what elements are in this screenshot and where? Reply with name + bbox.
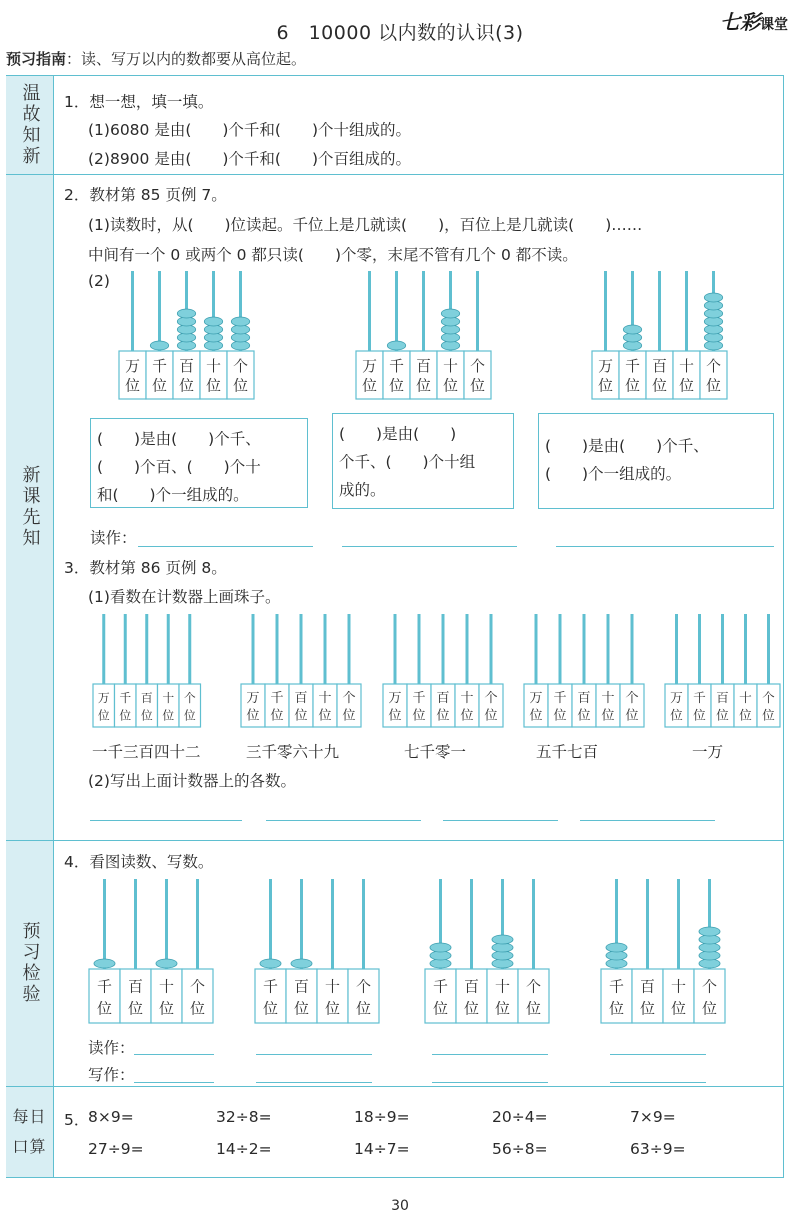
place-label: 位 xyxy=(679,376,694,395)
answer-line[interactable] xyxy=(432,1082,548,1083)
place-label: 万 xyxy=(670,690,683,706)
abacus-bead xyxy=(156,959,177,968)
place-label: 位 xyxy=(127,999,144,1018)
abacus-bead xyxy=(291,959,312,968)
place-label: 位 xyxy=(625,708,639,724)
place-label: 百 xyxy=(577,691,591,707)
answer-box-1 xyxy=(90,418,308,508)
calc-item: 8×9= xyxy=(88,1108,134,1126)
section-daily-calc xyxy=(6,1086,54,1177)
answer-line[interactable] xyxy=(90,820,242,821)
place-label: 位 xyxy=(246,708,260,724)
place-label: 万 xyxy=(598,357,613,376)
place-label: 位 xyxy=(152,376,167,395)
place-label: 十 xyxy=(601,691,615,707)
place-label: 位 xyxy=(179,376,194,395)
place-label: 千 xyxy=(119,691,132,706)
place-label: 个 xyxy=(484,691,498,707)
answer-line[interactable] xyxy=(556,546,774,547)
calc-item: 20÷4= xyxy=(492,1108,548,1126)
answer-box-2 xyxy=(332,413,514,509)
place-label: 位 xyxy=(716,707,729,723)
place-label: 位 xyxy=(739,707,752,723)
place-label: 位 xyxy=(553,708,567,724)
calc-item: 56÷8= xyxy=(492,1140,548,1158)
place-label: 个 xyxy=(183,691,196,706)
place-label: 百 xyxy=(639,977,656,996)
place-label: 万 xyxy=(246,691,260,707)
abacus xyxy=(424,878,550,1024)
place-label: 位 xyxy=(639,999,656,1018)
place-label: 位 xyxy=(762,707,775,723)
place-label: 位 xyxy=(670,707,683,723)
place-label: 位 xyxy=(389,376,404,395)
place-label: 位 xyxy=(362,376,377,395)
place-label: 万 xyxy=(125,357,140,376)
place-label: 千 xyxy=(693,690,706,706)
answer-line[interactable] xyxy=(610,1054,706,1055)
abacus-bead xyxy=(150,341,168,350)
q3-part2: (2)写出上面计数器上的各数。 xyxy=(88,772,296,790)
abacus[interactable] xyxy=(664,613,781,728)
abacus-bead xyxy=(623,325,641,334)
number-label: 七千零一 xyxy=(404,743,467,761)
place-label: 位 xyxy=(432,999,449,1018)
abacus xyxy=(88,878,214,1024)
place-label: 位 xyxy=(577,708,591,724)
place-label: 位 xyxy=(96,999,113,1018)
place-label: 位 xyxy=(598,376,613,395)
answer-line[interactable] xyxy=(342,546,517,547)
abacus[interactable] xyxy=(240,613,362,728)
place-label: 个 xyxy=(470,357,485,376)
number-label: 一千三百四十二 xyxy=(92,743,201,761)
box-line: 和( )个一组成的。 xyxy=(97,486,249,504)
place-label: 位 xyxy=(484,708,498,724)
abacus[interactable] xyxy=(523,613,645,728)
place-label: 百 xyxy=(140,691,153,706)
place-label: 位 xyxy=(412,708,426,724)
abacus[interactable] xyxy=(92,613,202,728)
q4-title: 4．看图读数、写数。 xyxy=(64,853,214,871)
place-label: 十 xyxy=(443,357,458,376)
place-label: 千 xyxy=(412,691,426,707)
place-label: 十 xyxy=(670,977,687,996)
place-label: 位 xyxy=(318,708,332,724)
place-label: 百 xyxy=(716,690,729,706)
place-label: 位 xyxy=(162,708,175,723)
place-label: 百 xyxy=(127,977,144,996)
box-line: 个千、( )个十组 xyxy=(339,453,476,471)
place-label: 千 xyxy=(152,357,167,376)
brand-logo xyxy=(720,6,788,35)
place-label: 位 xyxy=(443,376,458,395)
box-line: ( )个百、( )个十 xyxy=(97,458,261,476)
place-label: 十 xyxy=(739,690,752,706)
answer-line[interactable] xyxy=(610,1082,706,1083)
place-label: 个 xyxy=(525,977,542,996)
place-label: 位 xyxy=(293,999,310,1018)
calc-item: 18÷9= xyxy=(354,1108,410,1126)
abacus-bead xyxy=(492,935,513,944)
place-label: 百 xyxy=(293,977,310,996)
place-label: 位 xyxy=(463,999,480,1018)
answer-line[interactable] xyxy=(432,1054,548,1055)
abacus xyxy=(254,878,380,1024)
abacus-bead xyxy=(699,927,720,936)
place-label: 千 xyxy=(553,691,567,707)
place-label: 千 xyxy=(389,357,404,376)
place-label: 位 xyxy=(652,376,667,395)
section-preview-check-label: 预习检验 xyxy=(19,921,41,1005)
q1-title: 1．想一想，填一填。 xyxy=(64,93,214,111)
place-label: 位 xyxy=(436,708,450,724)
number-label: 五千七百 xyxy=(536,743,599,761)
section-new-lesson-label: 新课先知 xyxy=(19,465,41,549)
read-label: 读作： xyxy=(88,1039,135,1057)
place-label: 位 xyxy=(706,376,721,395)
place-label: 位 xyxy=(324,999,341,1018)
place-label: 十 xyxy=(158,977,175,996)
place-label: 个 xyxy=(762,690,775,706)
place-label: 千 xyxy=(96,977,113,996)
place-label: 位 xyxy=(183,708,196,723)
place-label: 位 xyxy=(601,708,615,724)
abacus xyxy=(600,878,726,1024)
write-label: 写作： xyxy=(88,1066,135,1084)
place-label: 百 xyxy=(463,977,480,996)
place-label: 百 xyxy=(652,357,667,376)
abacus-bead xyxy=(177,309,195,318)
abacus-bead xyxy=(704,293,722,302)
place-label: 十 xyxy=(460,691,474,707)
place-label: 十 xyxy=(494,977,511,996)
abacus-bead xyxy=(94,959,115,968)
calc-item: 14÷2= xyxy=(216,1140,272,1158)
answer-line[interactable] xyxy=(256,1054,372,1055)
place-label: 位 xyxy=(608,999,625,1018)
place-label: 个 xyxy=(701,977,718,996)
place-label: 位 xyxy=(125,376,140,395)
q5-label: 5． xyxy=(64,1111,90,1129)
calc-item: 32÷8= xyxy=(216,1108,272,1126)
calc-item: 14÷7= xyxy=(354,1140,410,1158)
place-label: 位 xyxy=(470,376,485,395)
q2-line1: (1)读数时，从( )位读起。千位上是几就读( )，百位上是几就读( )…… xyxy=(88,216,643,234)
place-label: 位 xyxy=(388,708,402,724)
place-label: 位 xyxy=(189,999,206,1018)
place-label: 千 xyxy=(608,977,625,996)
page-title: 6 10000 以内数的认识(3) xyxy=(276,22,524,44)
q3-part1: (1)看数在计数器上画珠子。 xyxy=(88,588,281,606)
place-label: 位 xyxy=(140,708,153,723)
place-label: 千 xyxy=(625,357,640,376)
preview-guide xyxy=(6,48,306,69)
abacus[interactable] xyxy=(382,613,504,728)
box-line: 成的。 xyxy=(339,481,386,499)
divider xyxy=(6,1086,784,1087)
abacus-bead xyxy=(606,943,627,952)
place-label: 千 xyxy=(262,977,279,996)
abacus xyxy=(118,270,255,400)
place-label: 位 xyxy=(342,708,356,724)
place-label: 位 xyxy=(119,708,132,723)
read-label: 读作： xyxy=(90,529,137,547)
place-label: 十 xyxy=(162,691,175,706)
abacus-bead xyxy=(231,317,249,326)
place-label: 位 xyxy=(693,707,706,723)
place-label: 十 xyxy=(679,357,694,376)
place-label: 千 xyxy=(270,691,284,707)
calc-item: 27÷9= xyxy=(88,1140,144,1158)
place-label: 个 xyxy=(625,691,639,707)
place-label: 位 xyxy=(262,999,279,1018)
place-label: 个 xyxy=(342,691,356,707)
brand-name: 七彩 xyxy=(720,10,760,34)
place-label: 百 xyxy=(436,691,450,707)
section-new-lesson xyxy=(6,174,54,840)
q2-title: 2．教材第 85 页例 7。 xyxy=(64,186,227,204)
place-label: 百 xyxy=(179,357,194,376)
place-label: 位 xyxy=(460,708,474,724)
answer-line[interactable] xyxy=(266,820,421,821)
abacus xyxy=(355,270,492,400)
answer-line[interactable] xyxy=(256,1082,372,1083)
place-label: 位 xyxy=(97,708,110,723)
place-label: 个 xyxy=(189,977,206,996)
answer-line[interactable] xyxy=(443,820,558,821)
section-review-label: 温故知新 xyxy=(19,83,41,167)
place-label: 十 xyxy=(206,357,221,376)
place-label: 位 xyxy=(233,376,248,395)
place-label: 位 xyxy=(206,376,221,395)
place-label: 万 xyxy=(362,357,377,376)
abacus xyxy=(591,270,728,400)
place-label: 十 xyxy=(324,977,341,996)
place-label: 位 xyxy=(529,708,543,724)
abacus-bead xyxy=(441,309,459,318)
place-label: 位 xyxy=(158,999,175,1018)
place-label: 位 xyxy=(416,376,431,395)
place-label: 万 xyxy=(97,691,110,706)
place-label: 千 xyxy=(432,977,449,996)
place-label: 位 xyxy=(670,999,687,1018)
place-label: 个 xyxy=(706,357,721,376)
q1-line2: (2)8900 是由( )个千和( )个百组成的。 xyxy=(88,150,412,168)
answer-line[interactable] xyxy=(580,820,715,821)
q3-title: 3．教材第 86 页例 8。 xyxy=(64,559,227,577)
q1-line1: (1)6080 是由( )个千和( )个十组成的。 xyxy=(88,121,412,139)
place-label: 万 xyxy=(529,691,543,707)
abacus-bead xyxy=(204,317,222,326)
place-label: 百 xyxy=(416,357,431,376)
box-line: ( )个一组成的。 xyxy=(545,465,682,483)
place-label: 位 xyxy=(355,999,372,1018)
box-line: ( )是由( )个千、 xyxy=(545,437,709,455)
place-label: 百 xyxy=(294,691,308,707)
answer-line[interactable] xyxy=(134,1082,214,1083)
place-label: 位 xyxy=(525,999,542,1018)
place-label: 位 xyxy=(701,999,718,1018)
brand-suffix: 课堂 xyxy=(760,17,788,33)
place-label: 位 xyxy=(494,999,511,1018)
answer-box-3 xyxy=(538,413,774,509)
section-review xyxy=(6,76,54,174)
q2-line2: 中间有一个 0 或两个 0 都只读( )个零，末尾不管有几个 0 都不读。 xyxy=(88,246,578,264)
answer-line[interactable] xyxy=(138,546,313,547)
box-line: ( )是由( ) xyxy=(339,425,457,443)
place-label: 十 xyxy=(318,691,332,707)
calc-item: 63÷9= xyxy=(630,1140,686,1158)
place-label: 个 xyxy=(233,357,248,376)
section-preview-check xyxy=(6,840,54,1086)
abacus-bead xyxy=(260,959,281,968)
divider xyxy=(6,840,784,841)
section-daily-calc-label: 每日口算 xyxy=(12,1106,47,1156)
place-label: 个 xyxy=(355,977,372,996)
place-label: 位 xyxy=(294,708,308,724)
answer-line[interactable] xyxy=(134,1054,214,1055)
number-label: 三千零六十九 xyxy=(246,743,340,761)
number-label: 一万 xyxy=(692,743,724,761)
abacus-bead xyxy=(430,943,451,952)
calc-item: 7×9= xyxy=(630,1108,676,1126)
place-label: 位 xyxy=(625,376,640,395)
guide-label: 预习指南 xyxy=(6,50,67,68)
box-line: ( )是由( )个千、 xyxy=(97,430,261,448)
abacus-bead xyxy=(387,341,405,350)
page-number: 30 xyxy=(391,1198,409,1214)
divider xyxy=(6,174,784,175)
guide-text: ：读、写万以内的数都要从高位起。 xyxy=(66,50,307,68)
place-label: 位 xyxy=(270,708,284,724)
place-label: 万 xyxy=(388,691,402,707)
q2-part2-label: (2) xyxy=(88,272,110,290)
